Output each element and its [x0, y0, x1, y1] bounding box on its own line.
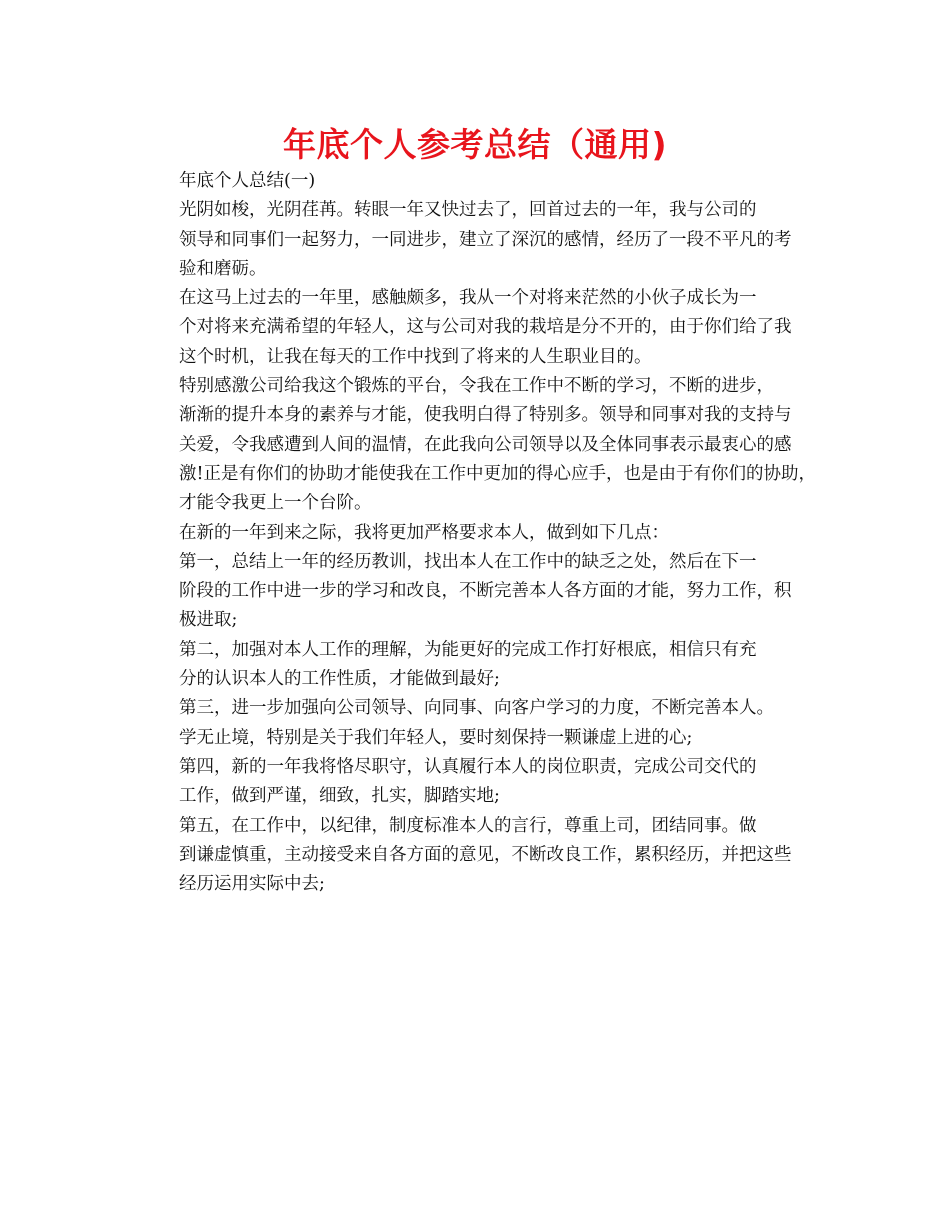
- paragraph-line: 在新的一年到来之际，我将更加严格要求本人，做到如下几点：: [179, 522, 669, 543]
- paragraph-line: 渐渐的提升本身的素养与才能，使我明白得了特别多。领导和同事对我的支持与: [179, 405, 792, 426]
- paragraph-line: 第二，加强对本人工作的理解，为能更好的完成工作打好根底，相信只有充: [179, 639, 757, 660]
- paragraph-line: 第四，新的一年我将恪尽职守，认真履行本人的岗位职责，完成公司交代的: [179, 756, 757, 777]
- paragraph-line: 第一，总结上一年的经历教训，找出本人在工作中的缺乏之处，然后在下一: [179, 551, 757, 572]
- paragraph-line: 关爱，令我感遭到人间的温情，在此我向公司领导以及全体同事表示最衷心的感: [179, 434, 792, 455]
- paragraph-line: 学无止境，特别是关于我们年轻人，要时刻保持一颗谦虚上进的心;: [179, 727, 693, 748]
- paragraph-line: 经历运用实际中去;: [179, 874, 325, 895]
- paragraph-2: [142, 284, 814, 372]
- paragraph-line: 特别感激公司给我这个锻炼的平台，令我在工作中不断的学习，不断的进步，: [179, 376, 774, 397]
- paragraph-line: 在这马上过去的一年里，感触颇多，我从一个对将来茫然的小伙子成长为一: [179, 288, 757, 309]
- paragraph-4: [142, 519, 814, 548]
- paragraph-line: 领导和同事们一起努力，一同进步，建立了深沉的感情，经历了一段不平凡的考: [179, 229, 792, 250]
- paragraph-line: 光阴如梭，光阴荏苒。转眼一年又快过去了，回首过去的一年，我与公司的: [179, 200, 757, 221]
- paragraph-line: 分的认识本人的工作性质，才能做到最好;: [179, 669, 500, 690]
- section-heading: 年底个人总结(一): [179, 171, 316, 191]
- paragraph-8: [142, 753, 814, 812]
- paragraph-line: 阶段的工作中进一步的学习和改良，不断完善本人各方面的才能，努力工作，积: [179, 581, 792, 602]
- paragraph-line: 第五，在工作中，以纪律，制度标准本人的言行，尊重上司，团结同事。做: [179, 815, 757, 836]
- paragraph-line: 这个时机，让我在每天的工作中找到了将来的人生职业目的。: [179, 346, 652, 367]
- paragraph-line: 工作，做到严谨，细致，扎实，脚踏实地;: [179, 786, 500, 807]
- paragraph-3: [142, 372, 817, 518]
- paragraph-line: 激!正是有你们的协助才能使我在工作中更加的得心应手，也是由于有你们的协助，: [179, 463, 817, 484]
- paragraph-9: [142, 812, 814, 900]
- paragraph-5: [142, 548, 814, 636]
- paragraph-7: [142, 694, 814, 753]
- document-body: [142, 167, 817, 899]
- document-title: 年底个人参考总结（通用): [282, 125, 668, 164]
- paragraph-1: [142, 196, 814, 284]
- paragraph-line: 个对将来充满希望的年轻人，这与公司对我的栽培是分不开的，由于你们给了我: [179, 317, 792, 338]
- paragraph-line: 到谦虚慎重，主动接受来自各方面的意见，不断改良工作，累积经历，并把这些: [179, 844, 792, 865]
- paragraph-line: 极进取;: [179, 610, 238, 631]
- paragraph-line: 第三，进一步加强向公司领导、向同事、向客户学习的力度，不断完善本人。: [179, 698, 774, 719]
- paragraph-6: [142, 636, 814, 695]
- paragraph-line: 才能令我更上一个台阶。: [179, 493, 372, 514]
- paragraph-line: 验和磨砺。: [179, 258, 267, 279]
